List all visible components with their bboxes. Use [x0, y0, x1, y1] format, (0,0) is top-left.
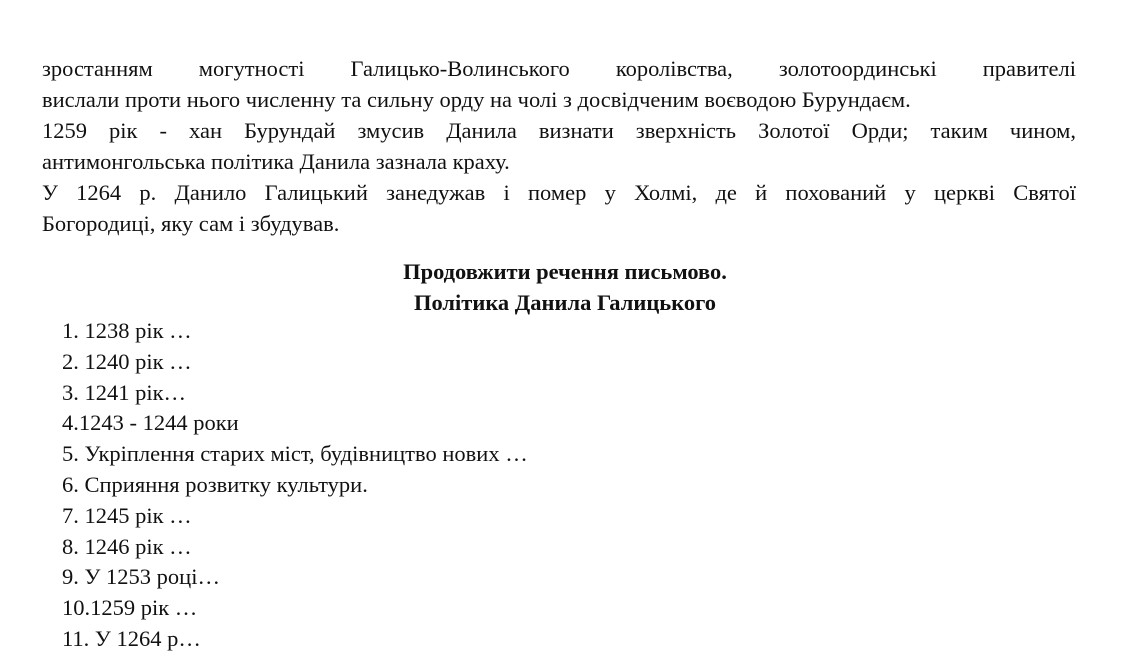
list-item: 11. У 1264 р…	[62, 625, 201, 651]
list-item: 8. 1246 рік …	[62, 533, 192, 559]
task-subheading: Політика Данила Галицького	[413, 290, 717, 315]
text-line-5: У 1264 р. Данило Галицький занедужав і помер у Холмі, де й похований у церкві Святої	[42, 180, 1076, 205]
list-item: 6. Сприяння розвитку культури.	[62, 471, 368, 497]
list-item: 3. 1241 рік…	[62, 379, 187, 405]
list-item: 1. 1238 рік …	[62, 318, 192, 343]
text-line-3: 1259 рік - хан Бурундай змусив Данила визнати зверхність Золотої Орди; таким чином,	[42, 118, 1076, 143]
list-item: 2. 1240 рік …	[62, 348, 192, 374]
list-item: 4.1243 - 1244 роки	[62, 410, 239, 436]
list-item: 10.1259 рік …	[62, 595, 198, 621]
task-heading: Продовжити речення письмово.	[403, 259, 727, 284]
list-item: 5. Укріплення старих міст, будівництво нових …	[62, 441, 528, 467]
list-item: 9. У 1253 році…	[62, 564, 220, 590]
task-list	[62, 316, 528, 655]
text-line-1: зростанням могутності Галицько-Волинського королівства, золотоординські правителі	[42, 56, 1076, 81]
text-line-6: Богородиці, яку сам і збудував.	[42, 211, 340, 236]
text-line-4: антимонгольська політика Данила зазнала краху.	[42, 149, 510, 174]
list-item: 7. 1245 рік …	[62, 502, 192, 528]
text-line-2: вислали проти нього численну та сильну орду на чолі з досвідченим воєводою Бурундаєм.	[42, 87, 911, 112]
